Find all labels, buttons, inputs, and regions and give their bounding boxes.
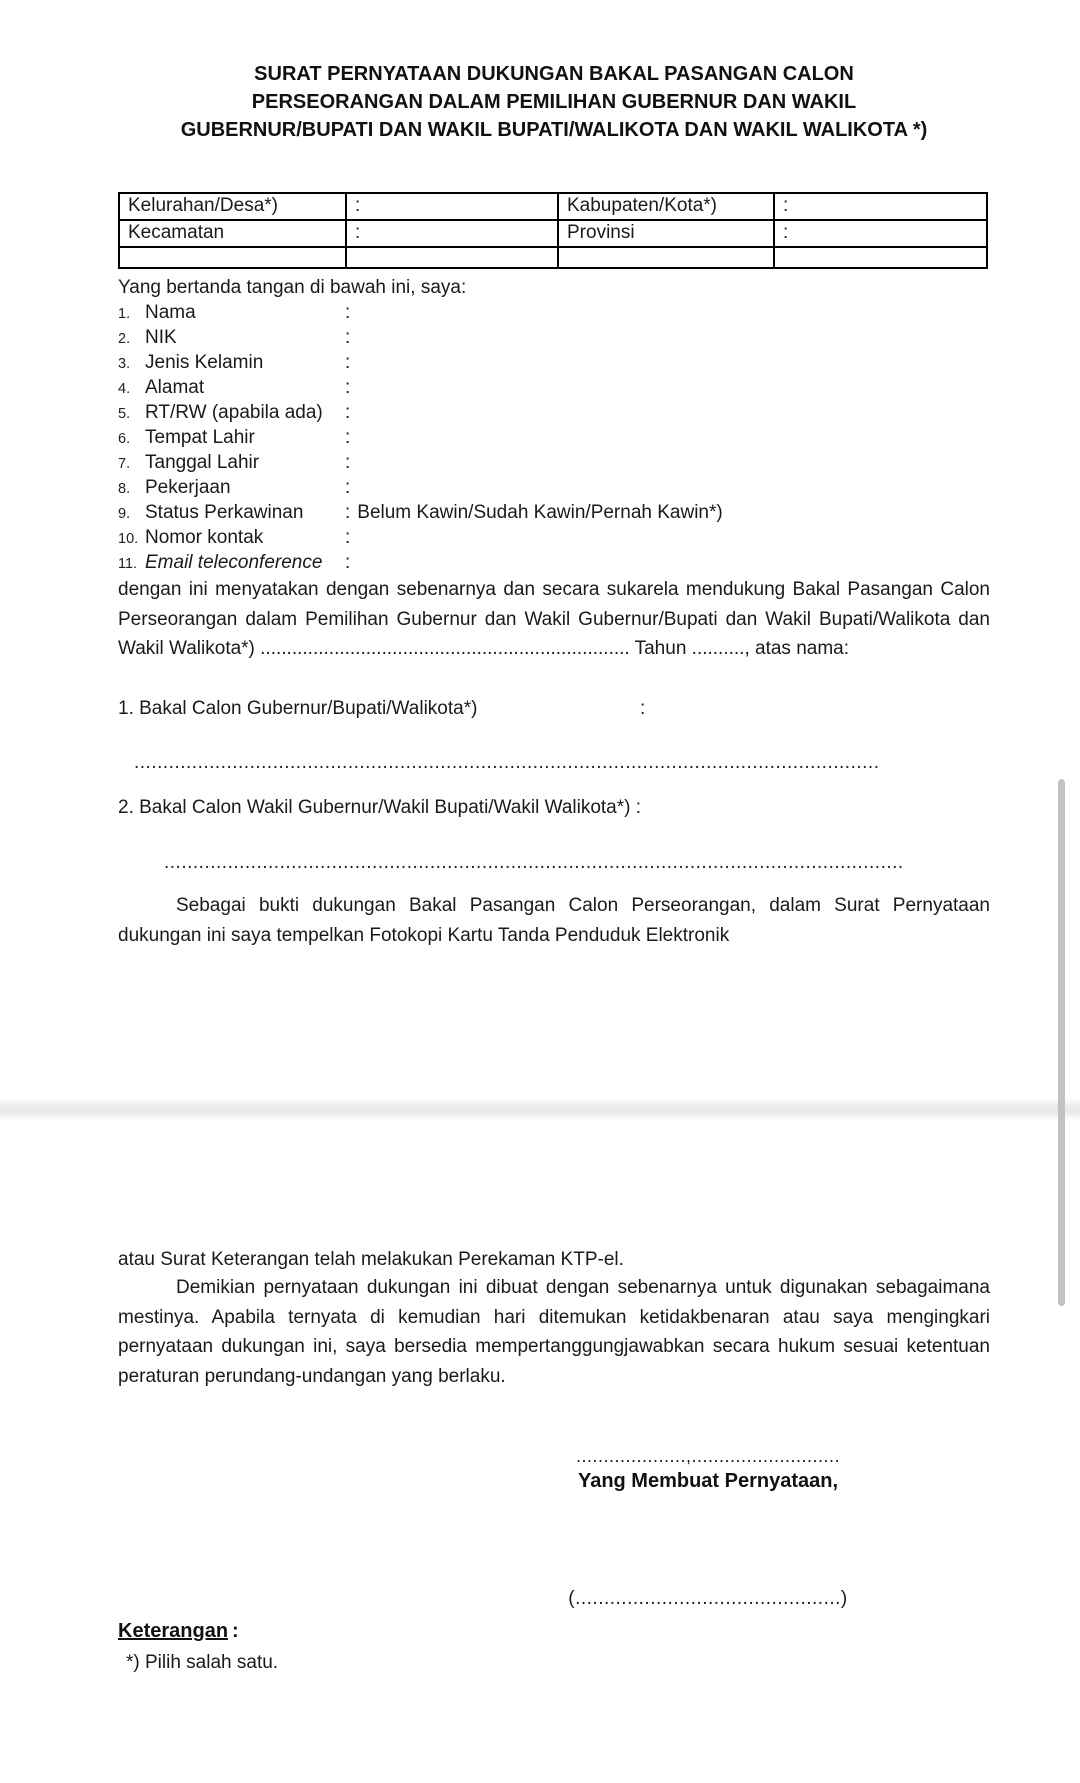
evidence-paragraph: Sebagai bukti dukungan Bakal Pasangan Calon Perseorangan, dalam Surat Pernyataan dukungan ini saya tempelkan Fotokopi Kartu Tanda Penduduk Elektronik xyxy=(118,895,990,946)
cell-kelurahan-label: Kelurahan/Desa*) xyxy=(119,193,346,220)
cell-kabupaten-label: Kabupaten/Kota*) xyxy=(558,193,774,220)
item-number: 10. xyxy=(118,531,139,547)
candidate-1-fill-line: ................................................................................................................................. xyxy=(134,752,880,773)
page-break-separator xyxy=(0,1098,1080,1120)
notes-heading xyxy=(118,1620,990,1643)
signature-name-line: (..............................................) xyxy=(568,1588,848,1609)
item-number: 5. xyxy=(118,406,131,422)
candidate-1-label: 1. Bakal Calon Gubernur/Bupati/Walikota*) xyxy=(118,698,478,719)
item-value: Belum Kawin/Sudah Kawin/Pernah Kawin*) xyxy=(357,502,723,523)
item-label: Status Perkawinan xyxy=(145,502,304,523)
item-colon: : xyxy=(345,527,351,548)
list-item xyxy=(118,550,990,575)
item-number: 3. xyxy=(118,356,131,372)
table-row xyxy=(119,193,987,220)
candidate-1-row xyxy=(118,696,990,722)
closing-paragraph: Demikian pernyataan dukungan ini dibuat dengan sebenarnya untuk digunakan sebagaimana mestinya. Apabila ternyata di kemudian hari ditemukan ketidakbenaran atau saya mengingkari pernyataan dukungan ini, saya bersedia mempertanggungjawabkan secara hukum sesuai ketentuan peraturan perundang-undangan yang berlaku. xyxy=(118,1277,990,1387)
item-number: 8. xyxy=(118,481,131,497)
cell-kecamatan-label: Kecamatan xyxy=(119,220,346,247)
notes-heading-text: Keterangan xyxy=(118,1620,229,1642)
candidate-1-colon: : xyxy=(640,698,646,719)
page-title xyxy=(118,60,990,144)
item-colon: : xyxy=(345,452,351,473)
cell-provinsi-label: Provinsi xyxy=(558,220,774,247)
title-line-1: SURAT PERNYATAAN DUKUNGAN BAKAL PASANGAN CALON xyxy=(254,63,854,85)
item-label: NIK xyxy=(145,327,177,348)
candidate-2-label: 2. Bakal Calon Wakil Gubernur/Wakil Bupati/Wakil Walikota*) : xyxy=(118,797,642,818)
declaration-paragraph: dengan ini menyatakan dengan sebenarnya dan secara sukarela mendukung Bakal Pasangan Calon Perseorangan dalam Pemilihan Gubernur dan Wakil Gubernur/Bupati dan Wakil Bupati/Walikota dan Wakil Walikota*) ...................................................................... Tahun .........., atas nama: xyxy=(118,579,990,659)
list-item xyxy=(118,325,990,350)
cell-kelurahan-value: : xyxy=(346,193,558,220)
item-number: 4. xyxy=(118,381,131,397)
scrollbar-thumb[interactable] xyxy=(1058,779,1065,1306)
item-label: Nomor kontak xyxy=(145,527,264,548)
item-colon: : xyxy=(345,352,351,373)
empty-cell xyxy=(346,247,558,268)
item-colon: : xyxy=(345,377,351,398)
item-label: Tempat Lahir xyxy=(145,427,255,448)
list-item xyxy=(118,400,990,425)
item-number: 1. xyxy=(118,306,131,322)
item-colon: : xyxy=(345,402,351,423)
list-item xyxy=(118,475,990,500)
item-number: 6. xyxy=(118,431,131,447)
signature-block xyxy=(540,1446,876,1495)
empty-cell xyxy=(119,247,346,268)
list-item xyxy=(118,425,990,450)
item-colon: : xyxy=(345,502,351,523)
cell-kabupaten-value: : xyxy=(774,193,987,220)
item-label: Pekerjaan xyxy=(145,477,231,498)
item-colon: : xyxy=(345,327,351,348)
list-item xyxy=(118,300,990,325)
list-item xyxy=(118,375,990,400)
item-label: Tanggal Lahir xyxy=(145,452,260,473)
item-label: Jenis Kelamin xyxy=(145,352,264,373)
cell-kecamatan-value: : xyxy=(346,220,558,247)
item-number: 11. xyxy=(118,556,138,572)
item-label: Alamat xyxy=(145,377,205,398)
table-row xyxy=(119,220,987,247)
list-item xyxy=(118,525,990,550)
empty-cell xyxy=(774,247,987,268)
identity-list xyxy=(118,300,990,575)
title-line-2: PERSEORANGAN DALAM PEMILIHAN GUBERNUR DAN WAKIL xyxy=(251,91,857,113)
note-item: *) Pilih salah satu. xyxy=(126,1652,279,1673)
list-item xyxy=(118,500,990,525)
item-colon: : xyxy=(345,477,351,498)
item-colon: : xyxy=(345,552,351,573)
item-label: Email teleconference xyxy=(145,552,323,573)
cell-provinsi-value: : xyxy=(774,220,987,247)
item-number: 7. xyxy=(118,456,131,472)
item-label: RT/RW (apabila ada) xyxy=(145,402,323,423)
empty-cell xyxy=(558,247,774,268)
table-row-empty xyxy=(119,247,987,268)
item-colon: : xyxy=(345,427,351,448)
candidate-2-fill-line: ................................................................................................................................ xyxy=(164,852,904,873)
signature-title: Yang Membuat Pernyataan, xyxy=(577,1470,839,1492)
continuation-line: atau Surat Keterangan telah melakukan Perekaman KTP-el. xyxy=(118,1249,624,1270)
opening-line: Yang bertanda tangan di bawah ini, saya: xyxy=(118,277,467,298)
item-colon: : xyxy=(345,302,351,323)
region-table xyxy=(118,192,990,269)
list-item xyxy=(118,350,990,375)
candidate-2-row xyxy=(118,795,990,821)
notes-heading-colon: : xyxy=(232,1620,239,1642)
signature-place-date-line: ....................,........................... xyxy=(575,1446,841,1466)
item-number: 2. xyxy=(118,331,131,347)
title-line-3: GUBERNUR/BUPATI DAN WAKIL BUPATI/WALIKOTA DAN WAKIL WALIKOTA *) xyxy=(180,119,928,141)
list-item xyxy=(118,450,990,475)
item-number: 9. xyxy=(118,506,131,522)
item-label: Nama xyxy=(145,302,196,323)
